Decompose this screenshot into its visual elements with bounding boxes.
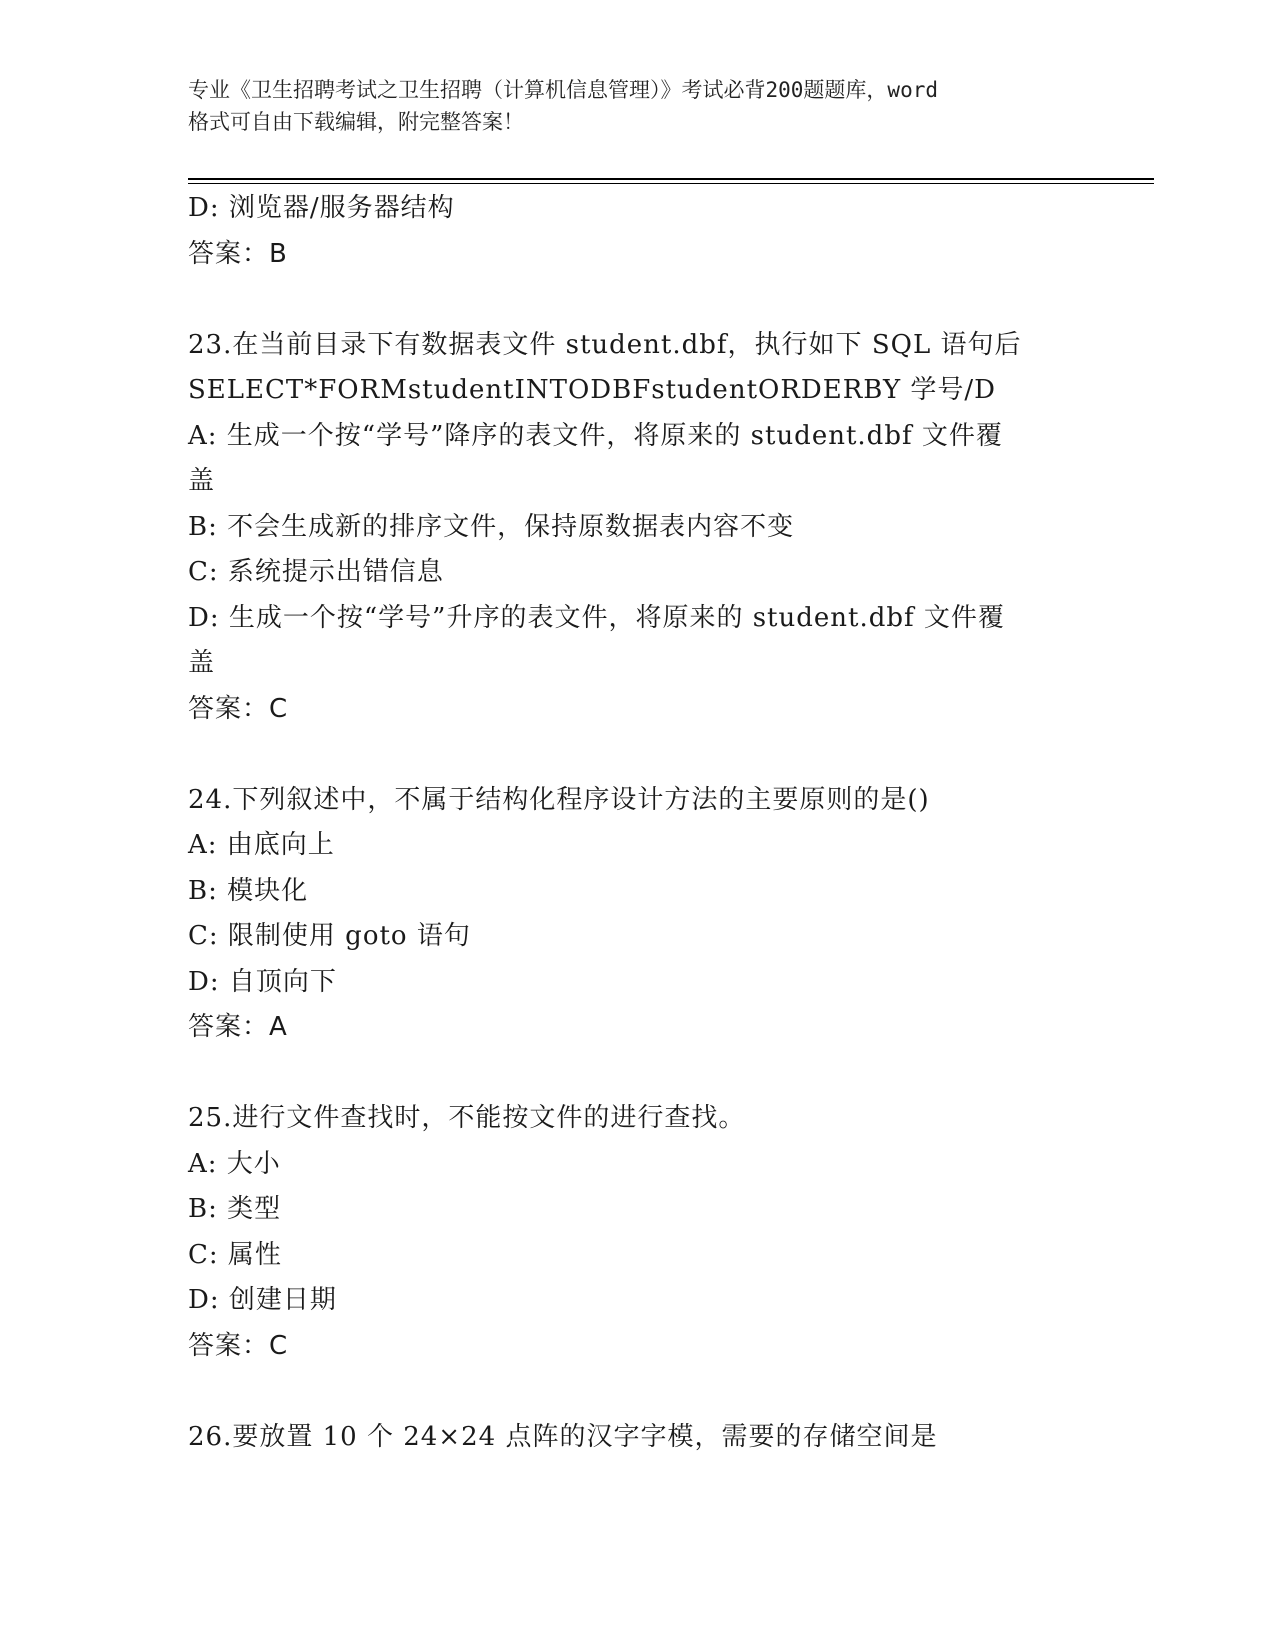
header-rule-thick (188, 178, 1154, 180)
spacer (188, 277, 1088, 323)
question-23-option-d: D: 生成一个按“学号”升序的表文件，将原来的 student.dbf 文件覆 (188, 602, 1005, 633)
question-26-stem: 26.要放置 10 个 24×24 点阵的汉字字模，需要的存储空间是 (188, 1421, 938, 1452)
question-23-stem-2: SELECT*FORMstudentINTODBFstudentORDERBY 学号/D (188, 375, 996, 405)
question-24-option-c: C: 限制使用 goto 语句 (188, 921, 471, 951)
question-25-option-c: C: 属性 (188, 1239, 282, 1270)
spacer (188, 1369, 1088, 1415)
question-25-stem: 25.进行文件查找时，不能按文件的进行查找。 (188, 1103, 746, 1133)
question-26 (188, 1415, 1088, 1461)
page-header (188, 74, 1088, 138)
question-content (188, 186, 1088, 1460)
question-25-option-b: B: 类型 (188, 1194, 282, 1224)
question-24-option-d: D: 自顶向下 (188, 966, 337, 997)
question-23-answer: 答案：C (188, 693, 289, 724)
question-25-option-a: A: 大小 (188, 1148, 281, 1179)
question-23-option-c: C: 系统提示出错信息 (188, 557, 444, 587)
header-line-2: 格式可自由下载编辑，附完整答案！ (188, 110, 524, 134)
header-rule-thin (188, 183, 1154, 184)
prev-answer: 答案：B (188, 238, 288, 269)
header-line-1: 专业《卫生招聘考试之卫生招聘（计算机信息管理）》考试必背200题题库，word (188, 78, 938, 102)
question-24 (188, 778, 1088, 1051)
question-24-option-a: A: 由底向上 (188, 830, 335, 860)
question-24-answer: 答案：A (188, 1012, 288, 1042)
question-25-answer: 答案：C (188, 1330, 289, 1361)
question-23-option-d-cont: 盖 (188, 648, 216, 678)
spacer (188, 732, 1088, 778)
question-23-option-a-cont: 盖 (188, 466, 216, 496)
question-23-option-a: A: 生成一个按“学号”降序的表文件，将原来的 student.dbf 文件覆 (188, 420, 1003, 451)
question-23-stem-1: 23.在当前目录下有数据表文件 student.dbf，执行如下 SQL 语句后 (188, 329, 1022, 360)
question-24-option-b: B: 模块化 (188, 875, 309, 906)
spacer (188, 1051, 1088, 1097)
prev-option-d: D: 浏览器/服务器结构 (188, 193, 455, 223)
question-24-stem: 24.下列叙述中，不属于结构化程序设计方法的主要原则的是() (188, 784, 930, 815)
question-25 (188, 1096, 1088, 1369)
question-25-option-d: D: 创建日期 (188, 1285, 337, 1315)
question-23 (188, 323, 1088, 733)
question-23-option-b: B: 不会生成新的排序文件，保持原数据表内容不变 (188, 511, 795, 542)
